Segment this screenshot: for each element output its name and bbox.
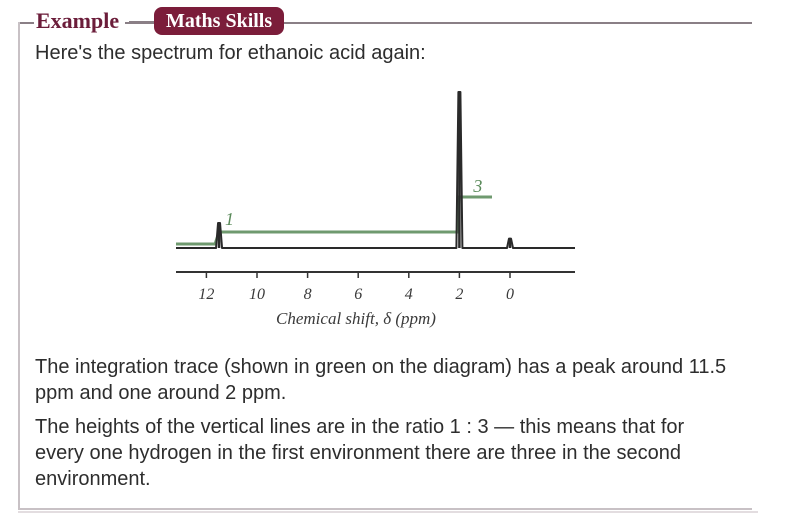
x-tick-label: 2 <box>455 286 464 303</box>
integration-label-3: 3 <box>473 176 483 196</box>
x-tick-group <box>198 272 514 303</box>
paragraph-integration: The integration trace (shown in green on the diagram) has a peak around 11.5 ppm and one around 2 ppm. <box>35 356 727 404</box>
intro-text: Here's the spectrum for ethanoic acid again: <box>35 42 426 64</box>
x-tick-label: 10 <box>249 286 265 303</box>
x-axis-title: Chemical shift, δ (ppm) <box>276 309 436 328</box>
x-tick-label: 0 <box>506 286 514 303</box>
integration-label-1: 1 <box>225 209 235 229</box>
paragraph-ratio: The heights of the vertical lines are in the ratio 1 : 3 — this means that for every one hydrogen in the first environment there are three in the second environment. <box>35 416 685 490</box>
spectrum-line <box>176 92 575 248</box>
x-tick-label: 8 <box>303 286 312 303</box>
spectrum-trace <box>176 92 575 248</box>
x-tick-label: 6 <box>354 286 363 303</box>
example-heading: Example <box>34 8 125 34</box>
integration-line <box>176 197 492 244</box>
x-tick-label: 12 <box>198 286 215 303</box>
maths-skills-tag: Maths Skills <box>154 7 284 35</box>
integration-trace <box>176 176 492 244</box>
x-tick-label: 4 <box>404 286 413 303</box>
